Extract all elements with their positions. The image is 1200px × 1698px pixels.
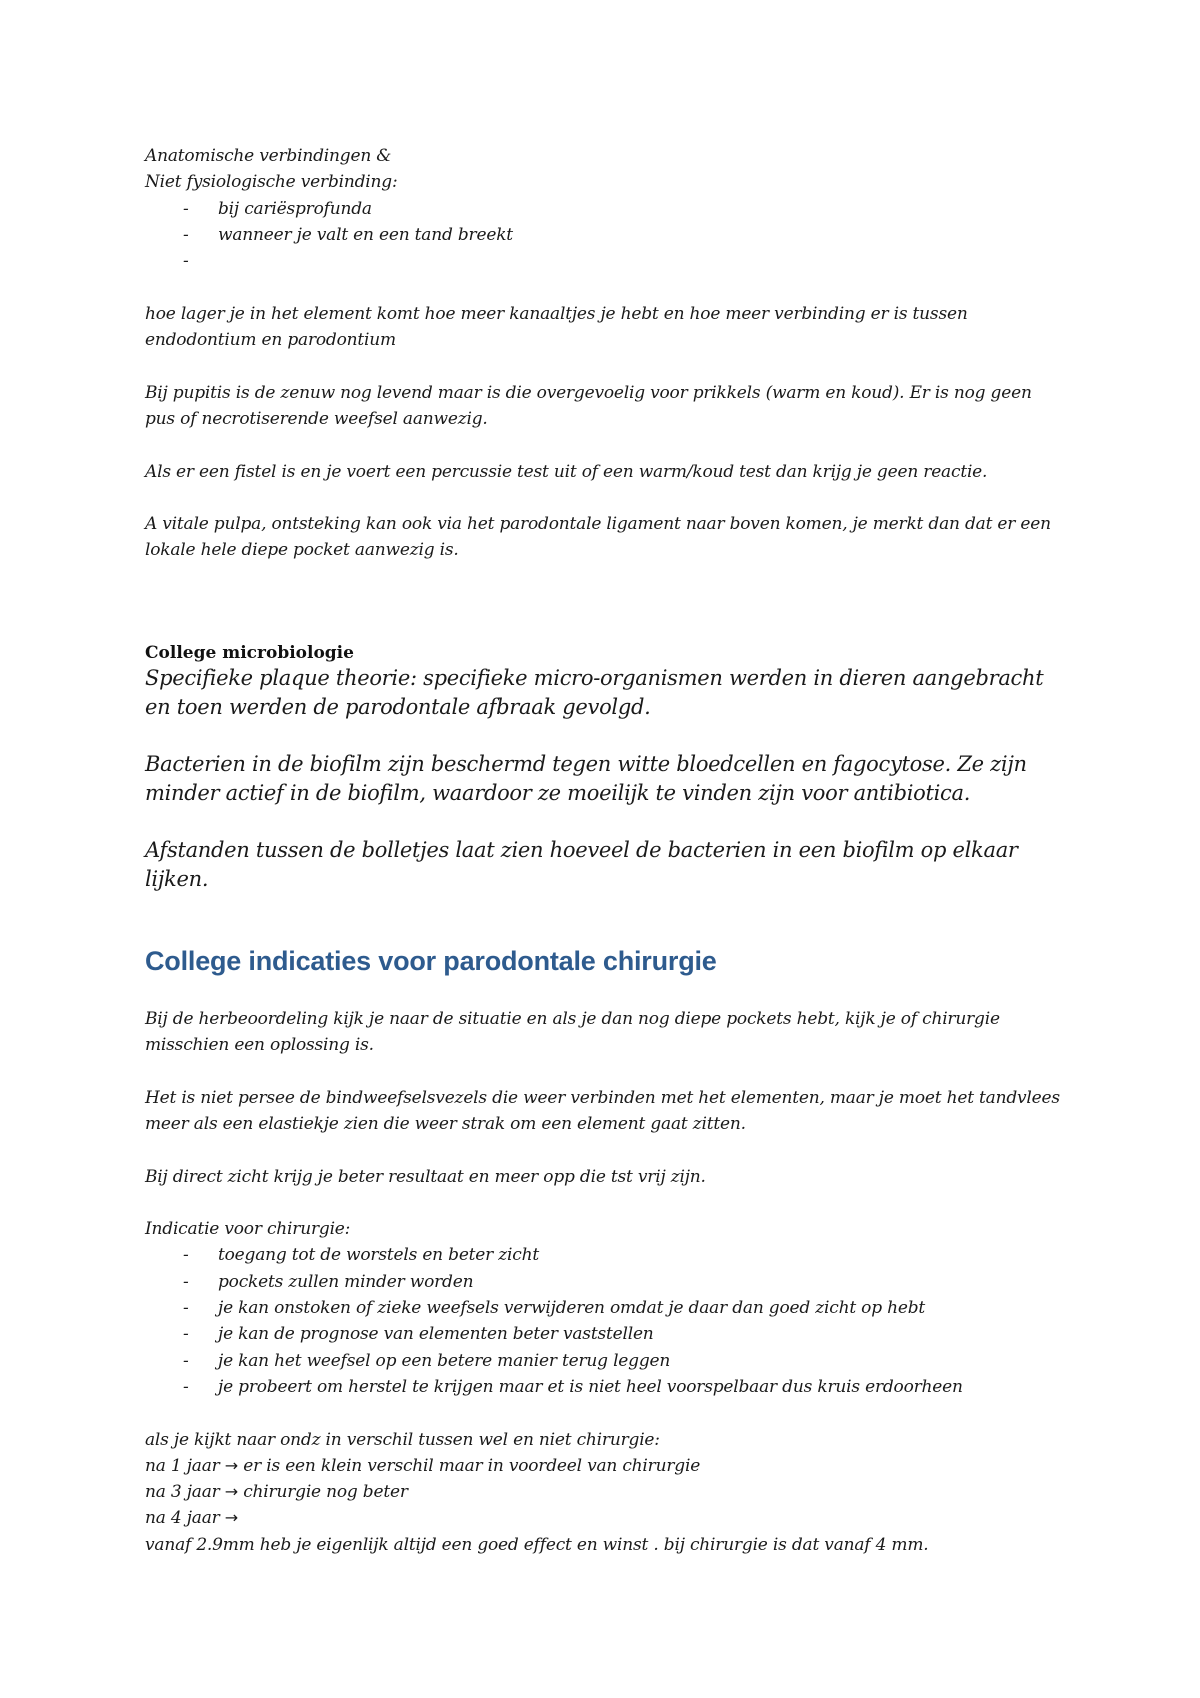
text-line: Niet fysiologische verbinding:	[145, 172, 398, 193]
row-label: na 3 jaar	[145, 1482, 220, 1503]
row-label: na 4 jaar	[145, 1508, 220, 1529]
text-line: Anatomische verbindingen &	[145, 146, 392, 166]
bullet-list	[145, 196, 1065, 275]
document-body	[145, 143, 1065, 1558]
paragraph: Afstanden tussen de bolletjes laat zien hoeveel de bacterien in een biofilm op elkaar lijken.	[145, 837, 1018, 891]
row-label: na 1 jaar	[145, 1455, 220, 1476]
paragraph: Bij direct zicht krijg je beter resultaat en meer opp die tst vrij zijn.	[145, 1166, 706, 1187]
section-anatomische	[145, 143, 1065, 564]
paragraph: vanaf 2.9mm heb je eigenlijk altijd een goed effect en winst . bij chirurgie is dat vanaf 4 mm.	[145, 1534, 929, 1555]
section-heading-indicaties: College indicaties voor parodontale chirurgie	[145, 945, 717, 976]
section-microbiologie	[145, 664, 1065, 894]
list-item: - toegang tot de worstels en beter zicht	[145, 1242, 1065, 1268]
list-item: - pockets zullen minder worden	[145, 1269, 1065, 1295]
comparison-row	[145, 1479, 1065, 1505]
arrow-right-icon: →	[224, 1508, 239, 1528]
list-title: Indicatie voor chirurgie:	[145, 1219, 351, 1240]
paragraph: Bij de herbeoordeling kijk je naar de situatie en als je dan nog diepe pockets hebt, kijk je of chirurgie misschien een oplossing is.	[145, 1008, 1000, 1056]
section-indicaties	[145, 1006, 1065, 1558]
paragraph: Bacterien in de biofilm zijn beschermd tegen witte bloedcellen en fagocytose. Ze zijn minder actief in de biofilm, waardoor ze moeilijk te vinden zijn voor antibiotica.	[145, 751, 1027, 805]
paragraph: Bij pupitis is de zenuw nog levend maar is die overgevoelig voor prikkels (warm en koud). Er is nog geen pus of necrotiserende weefsel aanwezig.	[145, 382, 1032, 429]
arrow-right-icon: →	[224, 1482, 239, 1502]
paragraph: als je kijkt naar ondz in verschil tussen wel en niet chirurgie:	[145, 1429, 660, 1450]
paragraph: Het is niet persee de bindweefselsvezels die weer verbinden met het elementen, maar je moet het tandvlees meer als een elastiekje zien die weer strak om een element gaat zitten.	[145, 1087, 1060, 1134]
list-item	[145, 248, 1065, 274]
arrow-right-icon: →	[224, 1455, 239, 1475]
list-item: - wanneer je valt en een tand breekt	[145, 222, 1065, 248]
row-text: er is een klein verschil maar in voordeel van chirurgie	[243, 1455, 701, 1476]
comparison-row	[145, 1453, 1065, 1479]
paragraph: Als er een fistel is en je voert een percussie test uit of een warm/koud test dan krijg je geen reactie.	[145, 461, 988, 482]
list-item: - je kan de prognose van elementen beter vaststellen	[145, 1321, 1065, 1347]
list-item: - je kan onstoken of zieke weefsels verwijderen omdat je daar dan goed zicht op hebt	[145, 1295, 1065, 1321]
section-title-microbiologie: College microbiologie	[145, 642, 354, 663]
bullet-list	[145, 1242, 1065, 1400]
list-item: - je kan het weefsel op een betere manier terug leggen	[145, 1348, 1065, 1374]
list-item: - bij cariësprofunda	[145, 196, 1065, 222]
list-item: - je probeert om herstel te krijgen maar et is niet heel voorspelbaar dus kruis erdoorheen	[145, 1374, 1065, 1400]
comparison-row	[145, 1505, 1065, 1531]
paragraph: Specifieke plaque theorie: specifieke micro-organismen werden in dieren aangebracht en toen werden de parodontale afbraak gevolgd.	[145, 665, 1044, 719]
paragraph: A vitale pulpa, ontsteking kan ook via het parodontale ligament naar boven komen, je merkt dan dat er een lokale hele diepe pocket aanwezig is.	[145, 514, 1051, 561]
row-text: chirurgie nog beter	[243, 1482, 408, 1503]
paragraph: hoe lager je in het element komt hoe meer kanaaltjes je hebt en hoe meer verbinding er is tussen endodontium en parodontium	[145, 303, 968, 351]
